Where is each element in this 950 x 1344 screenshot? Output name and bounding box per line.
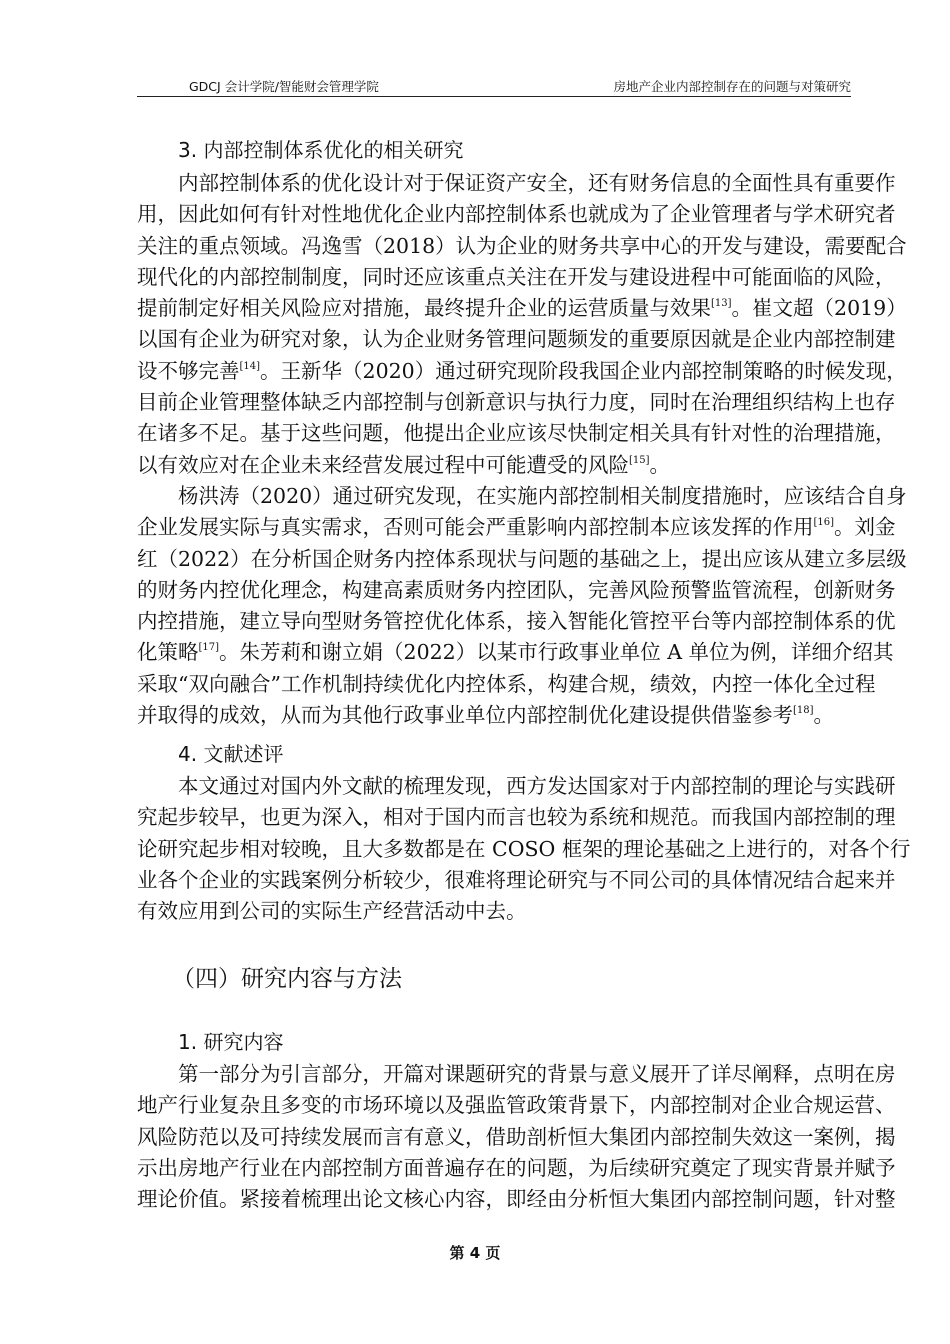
text-line [137,1122,896,1153]
text-line [137,700,851,731]
text-run: 设不够完善 [137,358,240,383]
paragraph [137,168,907,481]
section-3-body [137,168,907,731]
text-run: 采取“双向融合”工作机制持续优化内控体系，构建合规，绩效，内控一体化全过程 [137,671,876,696]
section-4-body [137,771,911,927]
text-run: 。崔文超（2019） [731,296,907,321]
text-line [137,418,896,449]
text-line [137,262,896,293]
text-run: 内部控制体系的优化设计对于保证资产安全，还有财务信息的全面性具有重要作 [178,171,896,195]
text-line [137,544,907,575]
text-line [137,834,911,865]
page-header [137,79,851,97]
text-line [137,293,907,324]
text-run: 以国有企业为研究对象，认为企业财务管理问题频发的重要原因就是企业内部控制建 [137,327,896,352]
text-run: 理论价值。紧接着梳理出论文核心内容，即经由分析恒大集团内部控制问题，针对整 [137,1187,896,1212]
subsection-1-body [137,1059,896,1215]
chapter-heading: （四）研究内容与方法 [172,966,402,992]
text-line [137,1153,896,1184]
text-line [137,450,851,481]
paragraph [137,771,911,927]
section-heading-4: 4. 文献述评 [178,742,284,766]
text-line [137,1059,896,1090]
text-run: 红（2022）在分析国企财务内控体系现状与问题的基础之上，提出应该从建立多层级 [137,546,907,571]
text-run: 提前制定好相关风险应对措施，最终提升企业的运营质量与效果 [137,296,711,321]
text-run: 化策略 [137,640,199,665]
text-line [137,168,896,199]
text-line [137,1090,896,1121]
paragraph [137,1059,896,1215]
text-line [137,1184,896,1215]
text-run: 目前企业管理整体缺乏内部控制与创新意识与执行力度，同时在治理组织结构上也存 [137,390,896,415]
text-line [137,481,907,512]
text-line [137,606,896,637]
text-run: 企业发展实际与真实需求，否则可能会严重影响内部控制本应该发挥的作用 [137,515,814,540]
text-run: 用，因此如何有针对性地优化企业内部控制体系也就成为了企业管理者与学术研究者 [137,202,896,227]
text-run: 本文通过对国内外文献的梳理发现，西方发达国家对于内部控制的理论与实践研 [178,774,896,798]
text-run: 现代化的内部控制制度，同时还应该重点关注在开发与建设进程中可能面临的风险， [137,264,896,289]
subsection-heading-1: 1. 研究内容 [178,1030,284,1054]
text-run: 。王新华（2020）通过研究现阶段我国企业内部控制策略的时候发现， [260,358,907,383]
text-run: 内控措施，建立导向型财务管控优化体系，接入智能化管控平台等内部控制体系的优 [137,609,896,634]
citation-ref: [16] [813,517,835,529]
section-heading-3: 3. 内部控制体系优化的相关研究 [178,138,464,162]
text-run: 。 [649,452,671,477]
text-line [137,231,907,262]
text-line [137,637,894,668]
text-run: 第一部分为引言部分，开篇对课题研究的背景与意义展开了详尽阐释，点明在房 [178,1062,896,1086]
paragraph [137,481,907,731]
header-left: GDCJ 会计学院/智能财会管理学院 [189,79,379,94]
text-run: 论研究起步相对较晚，且大多数都是在 COSO 框架的理论基础之上进行的，对各个行 [137,836,911,861]
citation-ref: [18] [793,705,814,717]
text-run: 。朱芳莉和谢立娟（2022）以某市行政事业单位 A 单位为例，详细介绍其 [219,640,894,665]
text-line [137,199,896,230]
text-run: 风险防范以及可持续发展而言有意义，借助剖析恒大集团内部控制失效这一案例，揭 [137,1124,896,1149]
text-line [137,802,896,833]
citation-ref: [15] [629,454,650,466]
text-line [137,771,896,802]
text-line [137,512,896,543]
text-run: 。 [813,703,835,728]
citation-ref: [17] [198,642,220,654]
text-line [137,865,896,896]
text-line [137,896,851,927]
text-run: 业各个企业的实践案例分析较少，很难将理论研究与不同公司的具体情况结合起来并 [137,867,896,892]
text-line [137,669,876,700]
text-run: 。刘金 [834,515,896,540]
text-line [137,575,896,606]
text-run: 的财务内控优化理念，构建高素质财务内控团队，完善风险预警监管流程，创新财务 [137,577,896,602]
citation-ref: [13] [711,298,732,310]
text-run: 以有效应对在企业未来经营发展过程中可能遭受的风险 [137,452,629,477]
text-line [137,356,907,387]
text-line [137,324,896,355]
text-run: 有效应用到公司的实际生产经营活动中去。 [137,899,527,924]
page-number: 第 4 页 [449,1244,501,1262]
text-line [137,387,896,418]
text-run: 在诸多不足。基于这些问题，他提出企业应该尽快制定相关具有针对性的治理措施， [137,421,896,446]
text-run: 并取得的成效，从而为其他行政事业单位内部控制优化建设提供借鉴参考 [137,703,793,728]
header-right: 房地产企业内部控制存在的问题与对策研究 [613,79,851,94]
citation-ref: [14] [239,360,261,372]
text-run: 示出房地产行业在内部控制方面普遍存在的问题，为后续研究奠定了现实背景并赋予 [137,1155,896,1180]
text-run: 杨洪涛（2020）通过研究发现，在实施内部控制相关制度措施时，应该结合自身 [178,483,907,508]
text-run: 地产行业复杂且多变的市场环境以及强监管政策背景下，内部控制对企业合规运营、 [137,1093,896,1118]
text-run: 究起步较早，也更为深入，相对于国内而言也较为系统和规范。而我国内部控制的理 [137,805,896,830]
text-run: 关注的重点领域。冯逸雪（2018）认为企业的财务共享中心的开发与建设，需要配合 [137,233,907,258]
